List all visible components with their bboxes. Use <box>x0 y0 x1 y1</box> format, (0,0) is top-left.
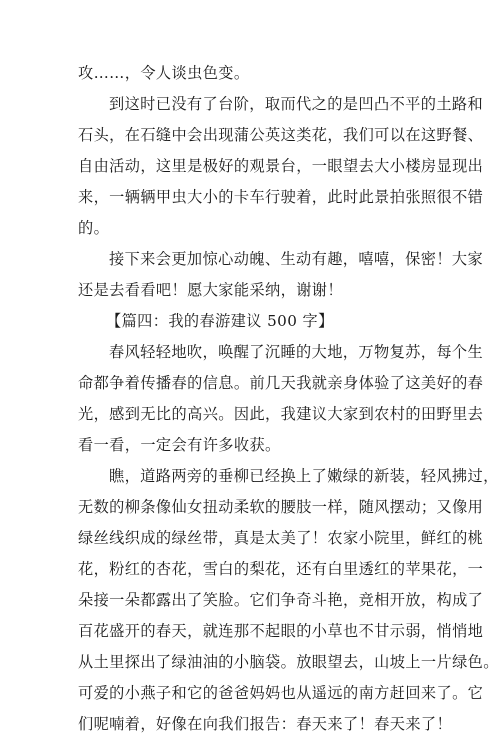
text-line-13: 看一看，一定会有许多收获。 <box>78 436 281 454</box>
text-line-5: 来，一辆辆甲虫大小的卡车行驶着，此时此景拍张照很不错 <box>78 188 484 206</box>
text-line-19: 百花盛开的春天，就连那不起眼的小草也不甘示弱，悄悄地 <box>78 622 484 640</box>
text-line-18: 朵接一朵都露出了笑脸。它们争奇斗艳，竞相开放，构成了 <box>78 591 484 609</box>
text-line-8: 还是去看看吧！愿大家能采纳，谢谢！ <box>78 281 343 299</box>
text-line-6: 的。 <box>78 219 110 237</box>
text-line-22: 们呢喃着，好像在向我们报告：春天来了！春天来了！ <box>78 715 453 733</box>
text-line-4: 自由活动，这里是极好的观景台，一眼望去大小楼房显现出 <box>78 157 484 175</box>
text-line-15: 无数的柳条像仙女扭动柔软的腰肢一样，随风摆动；又像用 <box>78 498 484 516</box>
text-line-3: 石头，在石缝中会出现蒲公英这类花，我们可以在这野餐、 <box>78 126 484 144</box>
section-heading: 【篇四：我的春游建议 500 字】 <box>106 312 334 330</box>
paragraph-start-line: 瞧，道路两旁的垂柳已经换上了嫩绿的新装，轻风拂过， <box>109 467 499 485</box>
document-page <box>78 58 499 740</box>
text-line-17: 花，粉红的杏花，雪白的梨花，还有白里透红的苹果花，一 <box>78 560 484 578</box>
text-line-12: 光，感到无比的高兴。因此，我建议大家到农村的田野里去 <box>78 405 484 423</box>
paragraph-start-line: 春风轻轻地吹，唤醒了沉睡的大地，万物复苏，每个生 <box>109 343 484 361</box>
text-line-21: 可爱的小燕子和它的爸爸妈妈也从遥远的南方赶回来了。它 <box>78 684 484 702</box>
text-line-20: 从土里探出了绿油油的小脑袋。放眼望去，山坡上一片绿色。 <box>78 653 499 671</box>
paragraph-start-line: 到这时已没有了台阶，取而代之的是凹凸不平的土路和 <box>109 95 484 113</box>
paragraph-start-line: 接下来会更加惊心动魄、生动有趣，嘻嘻，保密！大家 <box>109 250 484 268</box>
text-line-11: 命都争着传播春的信息。前几天我就亲身体验了这美好的春 <box>78 374 484 392</box>
text-line-16: 绿丝线织成的绿丝带，真是太美了！农家小院里，鲜红的桃 <box>78 529 484 547</box>
text-line-1: 攻……，令人谈虫色变。 <box>78 64 250 82</box>
